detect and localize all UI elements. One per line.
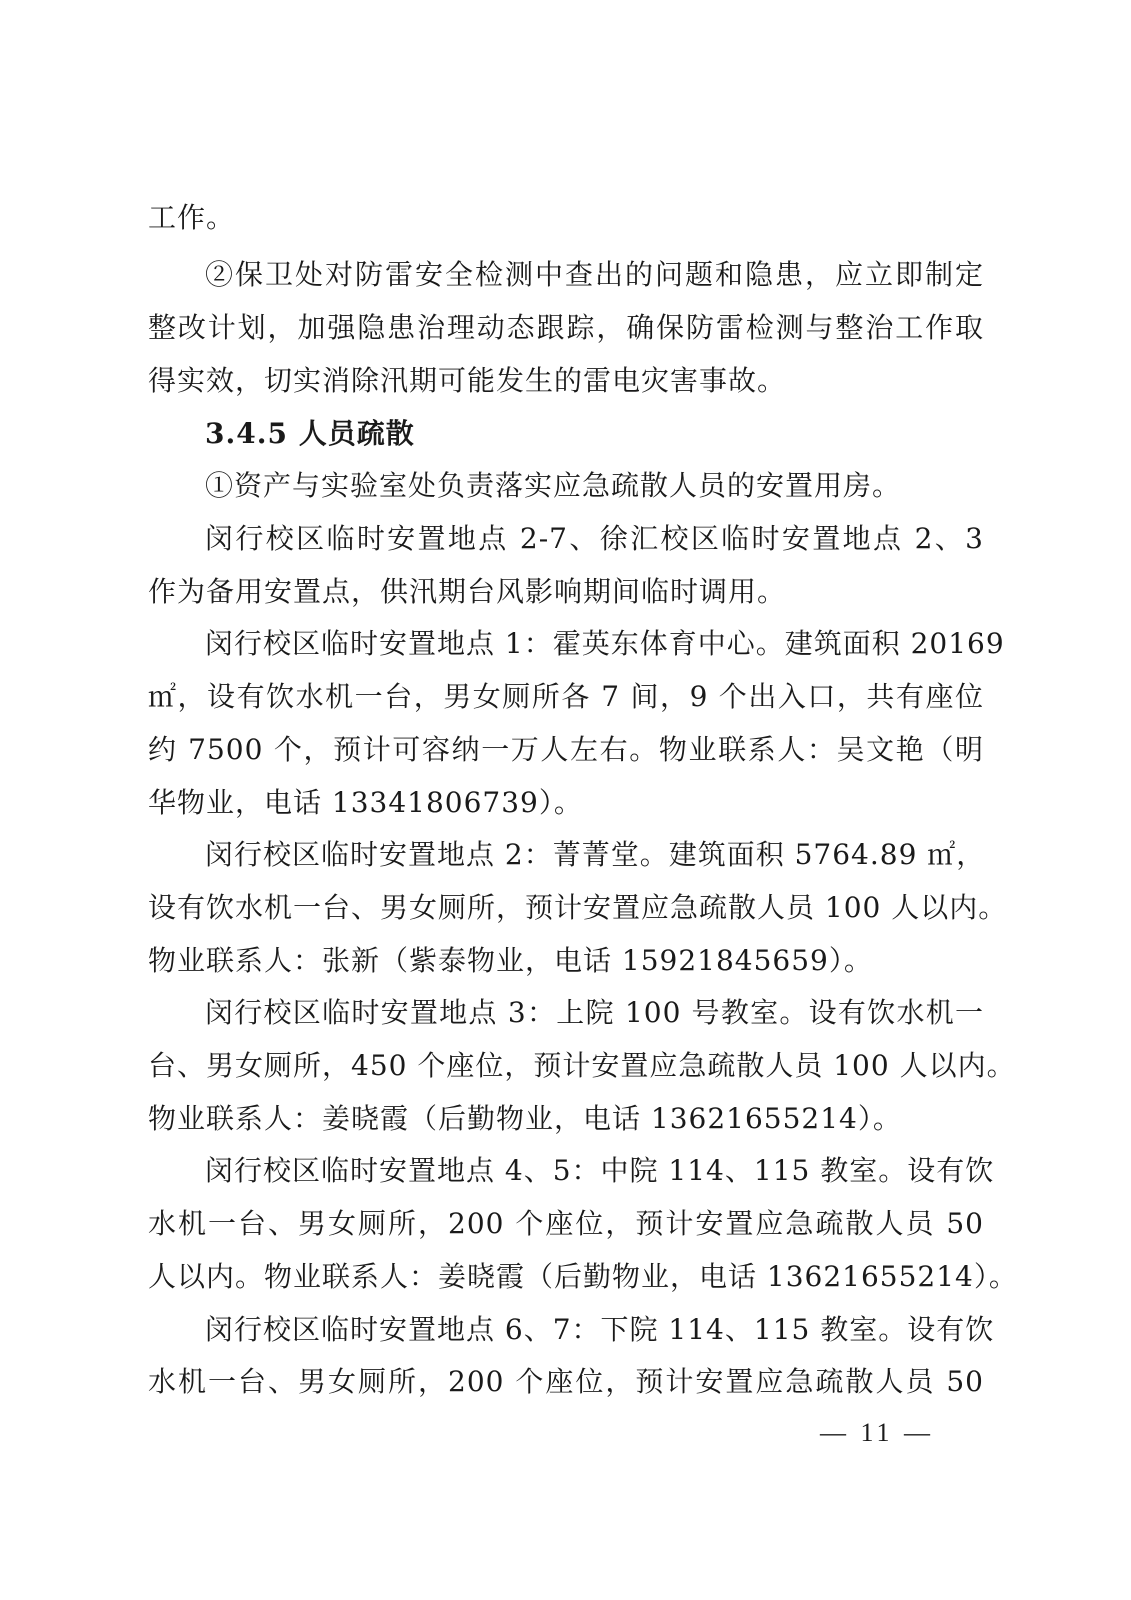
paragraph-line: 闵行校区临时安置地点 6、7：下院 114、115 教室。设有饮 — [205, 1313, 995, 1346]
page-number: — 11 — — [820, 1418, 935, 1447]
paragraph-line: 水机一台、男女厕所，200 个座位，预计安置应急疏散人员 50 — [148, 1207, 984, 1240]
section-heading: 3.4.5 人员疏散 — [205, 417, 415, 450]
paragraph-line: 设有饮水机一台、男女厕所，预计安置应急疏散人员 100 人以内。 — [148, 891, 1008, 924]
paragraph-line: 闵行校区临时安置地点 2：菁菁堂。建筑面积 5764.89 ㎡， — [205, 838, 986, 871]
paragraph-line: 工作。 — [148, 201, 236, 234]
paragraph-line: 作为备用安置点，供汛期台风影响期间临时调用。 — [148, 575, 787, 608]
paragraph-line: 闵行校区临时安置地点 3：上院 100 号教室。设有饮水机一 — [205, 996, 984, 1029]
paragraph-line: 闵行校区临时安置地点 4、5：中院 114、115 教室。设有饮 — [205, 1154, 995, 1187]
paragraph-line: 得实效，切实消除汛期可能发生的雷电灾害事故。 — [148, 364, 787, 397]
paragraph-line: 物业联系人：姜晓霞（后勤物业，电话 13621655214）。 — [148, 1102, 902, 1135]
paragraph-line: 约 7500 个，预计可容纳一万人左右。物业联系人：吴文艳（明 — [148, 733, 984, 766]
paragraph-line: ②保卫处对防雷安全检测中查出的问题和隐患，应立即制定 — [205, 258, 984, 291]
paragraph-line: 闵行校区临时安置地点 2-7、徐汇校区临时安置地点 2、3 — [205, 522, 984, 555]
paragraph-line: 水机一台、男女厕所，200 个座位，预计安置应急疏散人员 50 — [148, 1365, 984, 1398]
paragraph-line: ㎡，设有饮水机一台，男女厕所各 7 间，9 个出入口，共有座位 — [148, 680, 984, 713]
paragraph-line: 物业联系人：张新（紫泰物业，电话 15921845659）。 — [148, 944, 873, 977]
paragraph-line: 整改计划，加强隐患治理动态跟踪，确保防雷检测与整治工作取 — [148, 311, 984, 344]
paragraph-line: 闵行校区临时安置地点 1：霍英东体育中心。建筑面积 20169 — [205, 627, 1005, 660]
paragraph-line: 人以内。物业联系人：姜晓霞（后勤物业，电话 13621655214）。 — [148, 1260, 1018, 1293]
paragraph-line: ①资产与实验室处负责落实应急疏散人员的安置用房。 — [205, 469, 902, 502]
paragraph-line: 华物业，电话 13341806739）。 — [148, 786, 583, 819]
paragraph-line: 台、男女厕所，450 个座位，预计安置应急疏散人员 100 人以内。 — [148, 1049, 1016, 1082]
